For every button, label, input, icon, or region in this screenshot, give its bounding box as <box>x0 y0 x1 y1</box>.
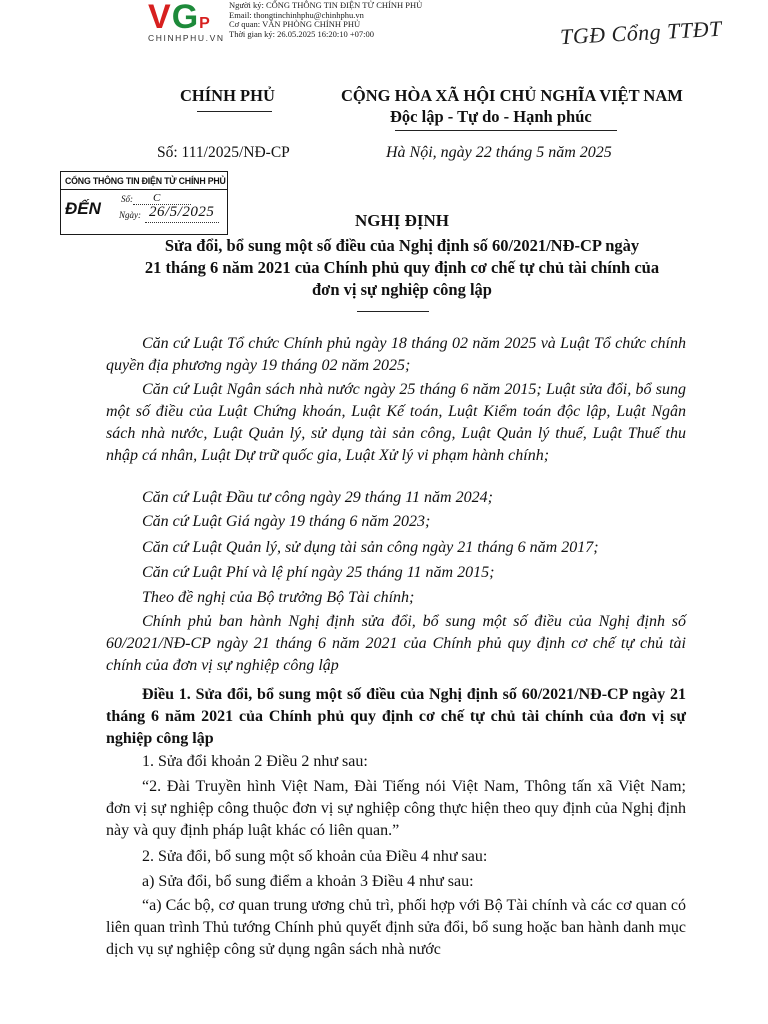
national-motto: Độc lập - Tự do - Hạnh phúc <box>390 107 592 126</box>
vgp-logo-mark: VGP <box>148 0 211 36</box>
title-underline <box>357 311 429 312</box>
preamble-paragraph-8: Chính phủ ban hành Nghị định sửa đổi, bổ sung một số điều của Nghị định số 60/2021/NĐ-CP ngày 21 tháng 6 năm 2021 của Chính phủ quy định cơ chế tự chủ tài chính của đơn vị sự nghiệp công lập <box>106 613 686 674</box>
signature-time: Thời gian ký: 26.05.2025 16:20:10 +07:00 <box>229 28 375 39</box>
document-date: Hà Nội, ngày 22 tháng 5 năm 2025 <box>386 144 612 161</box>
document-subtitle-line-1: Sửa đổi, bổ sung một số điều của Nghị định số 60/2021/NĐ-CP ngày <box>164 236 640 255</box>
stamp-divider <box>61 189 227 190</box>
motto-underline <box>395 130 617 131</box>
article-1-item-2: 2. Sửa đổi, bổ sung một số khoản của Điều 4 như sau: <box>142 848 488 865</box>
org-underline <box>197 111 272 112</box>
stamp-ngay-value: 26/5/2025 <box>149 204 215 220</box>
article-1-quote-1: “2. Đài Truyền hình Việt Nam, Đài Tiếng nói Việt Nam, Thông tấn xã Việt Nam; đơn vị sự nghiệp công thuộc đơn vị sự nghiệp công thực hiện theo quy định của Nghị định này và quy định pháp luật khác có liên quan.” <box>106 778 686 839</box>
national-title: CỘNG HÒA XÃ HỘI CHỦ NGHĨA VIỆT NAM <box>341 86 683 105</box>
document-subtitle-line-2: 21 tháng 6 năm 2021 của Chính phủ quy định cơ chế tự chủ tài chính của <box>144 258 660 277</box>
vgp-logo <box>148 0 232 44</box>
article-1-quote-2: “a) Các bộ, cơ quan trung ương chủ trì, phối hợp với Bộ Tài chính và các cơ quan có liên quan trình Thủ tướng Chính phủ quyết định sửa đổi, bổ sung hoặc ban hành danh mục dịch vụ sự nghiệp công sử dụng ngân sách nhà nước <box>106 897 686 958</box>
preamble-paragraph-2: Căn cứ Luật Ngân sách nhà nước ngày 25 tháng 6 năm 2015; Luật sửa đổi, bổ sung một số điều của Luật Chứng khoán, Luật Kế toán, Luật Kiểm toán độc lập, Luật Ngân sách nhà nước, Luật Quản lý, sử dụng tài sản công, Luật Quản lý thuế, Luật Thuế thu nhập cá nhân, Luật Dự trữ quốc gia, Luật Xử lý vi phạm hành chính; <box>106 381 686 464</box>
stamp-so-value: C <box>153 192 161 204</box>
signature-signer: Người ký: CỔNG THÔNG TIN ĐIỆN TỬ CHÍNH PHỦ <box>229 0 423 10</box>
preamble-paragraph-3: Căn cứ Luật Đầu tư công ngày 29 tháng 11 năm 2024; <box>142 489 493 506</box>
signature-email: Email: thongtinchinhphu@chinhphu.vn <box>229 9 364 20</box>
stamp-header: CỔNG THÔNG TIN ĐIỆN TỬ CHÍNH PHỦ <box>65 176 226 186</box>
handwritten-note: TGĐ Cổng TTĐT <box>559 15 723 50</box>
document-number: Số: 111/2025/NĐ-CP <box>157 144 290 161</box>
stamp-ngay-label: Ngày: <box>119 210 141 220</box>
document-title: NGHỊ ĐỊNH <box>355 211 449 230</box>
preamble-paragraph-7: Theo đề nghị của Bộ trưởng Bộ Tài chính; <box>142 589 415 606</box>
stamp-den: ĐẾN <box>65 199 101 218</box>
preamble-paragraph-1: Căn cứ Luật Tổ chức Chính phủ ngày 18 tháng 02 năm 2025 và Luật Tổ chức chính quyền địa phương ngày 19 tháng 02 năm 2025; <box>106 335 686 374</box>
digital-signature-block <box>229 1 422 39</box>
signature-agency: Cơ quan: VĂN PHÒNG CHÍNH PHỦ <box>229 19 361 30</box>
preamble-paragraph-6: Căn cứ Luật Phí và lệ phí ngày 25 tháng 11 năm 2015; <box>142 564 495 581</box>
stamp-so-label: Số: <box>121 194 133 204</box>
issuing-organization: CHÍNH PHỦ <box>180 86 275 105</box>
article-1-heading: Điều 1. Sửa đổi, bổ sung một số điều của Nghị định số 60/2021/NĐ-CP ngày 21 tháng 6 năm 2021 của Chính phủ quy định cơ chế tự chủ tài chính của đơn vị sự nghiệp công lập <box>106 686 686 747</box>
preamble-paragraph-5: Căn cứ Luật Quản lý, sử dụng tài sản công ngày 21 tháng 6 năm 2017; <box>142 539 599 556</box>
document-subtitle-line-3: đơn vị sự nghiệp công lập <box>312 280 492 299</box>
article-1-item-2a: a) Sửa đổi, bổ sung điểm a khoản 3 Điều 4 như sau: <box>142 873 474 890</box>
article-1-item-1: 1. Sửa đổi khoản 2 Điều 2 như sau: <box>142 753 368 770</box>
vgp-logo-caption: CHINHPHU.VN <box>148 33 225 43</box>
preamble-paragraph-4: Căn cứ Luật Giá ngày 19 tháng 6 năm 2023; <box>142 513 431 530</box>
